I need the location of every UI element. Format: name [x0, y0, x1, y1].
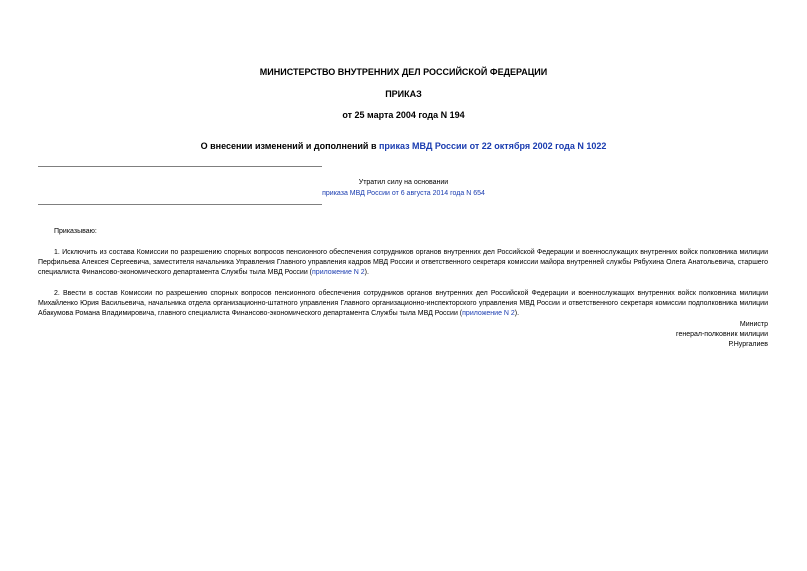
item-2-end: ). — [514, 310, 520, 317]
ministry-name: МИНИСТЕРСТВО ВНУТРЕННИХ ДЕЛ РОССИЙСКОЙ ФЕДЕРАЦИИ — [259, 67, 548, 77]
document-title-prefix: О внесении изменений и дополнений в — [200, 141, 379, 151]
item-1-text: 1. Исключить из состава Комиссии по разрешению спорных вопросов пенсионного обеспечения сотрудников органов внутренних дел Российской Федерации и военнослужащих внутренних войск полковника милиции Перфильева Алексея Сергеевича, заместителя начальника Управления Главного управления кадров МВД России и ответственного секретаря комиссии майора внутренней службы Рябухина Олега Анатольевича, старшего специалиста Финансово-экономического департамента Службы тыла МВД России ( — [38, 249, 768, 276]
document-date-number: от 25 марта 2004 года N 194 — [342, 110, 465, 120]
signature-title: Министр — [739, 321, 768, 328]
signature-rank: генерал-полковник милиции — [676, 331, 768, 338]
item-1-end: ). — [364, 269, 369, 276]
item-2-appendix-link[interactable]: приложение N 2 — [462, 310, 515, 317]
status-note-text: Утратил силу на основании — [358, 179, 449, 186]
amended-order-link[interactable]: приказ МВД России от 22 октября 2002 года N 1022 — [379, 141, 607, 151]
item-1-appendix-link[interactable]: приложение N 2 — [312, 269, 365, 276]
document-type: ПРИКАЗ — [385, 89, 422, 99]
repealing-order-link[interactable]: приказа МВД России от 6 августа 2014 года N 654 — [322, 190, 485, 197]
signature-name: Р.Нургалиев — [728, 341, 768, 348]
document-title — [0, 141, 807, 152]
divider-top — [38, 166, 322, 167]
item-2-text: 2. Ввести в состав Комиссии по разрешению спорных вопросов пенсионного обеспечения сотрудников органов внутренних дел Российской Федерации и военнослужащих внутренних войск полковника милиции Михайленко Юрия Васильевича, начальника отдела организационно-штатного управления Главного организационно-инспекторского управления МВД России и ответственного секретаря комиссии подполковника милиции Абакумова Романа Владимировича, главного специалиста Финансово-экономического департамента Службы тыла МВД России ( — [38, 290, 768, 317]
status-note-line — [0, 189, 807, 199]
divider-bottom — [38, 204, 322, 205]
paragraph-item-1 — [38, 248, 768, 278]
intro-paragraph: Приказываю: — [54, 228, 97, 235]
paragraph-item-2 — [38, 289, 768, 319]
